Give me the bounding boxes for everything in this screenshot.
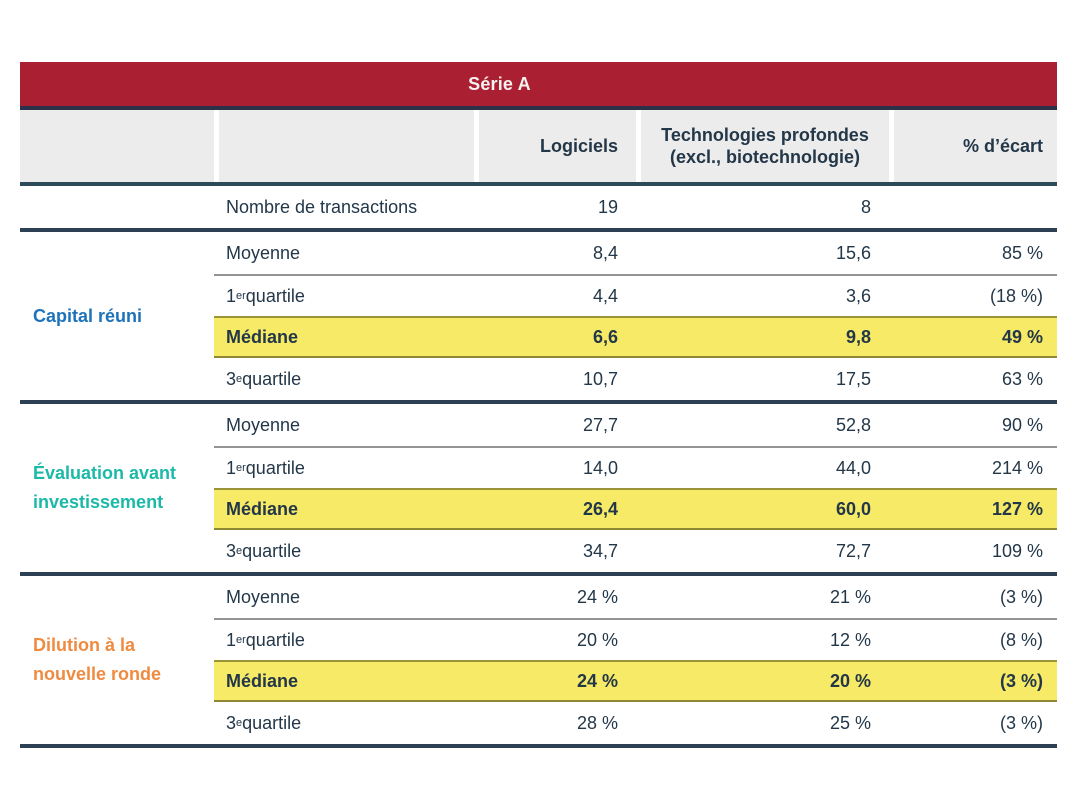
- value-deeptech: 17,5: [835, 368, 871, 389]
- value-gap: 90 %: [1001, 414, 1043, 435]
- value-deeptech: 12 %: [636, 618, 889, 660]
- value-software: 27,7: [582, 414, 618, 435]
- stat-label: Moyenne: [226, 586, 301, 607]
- value-gap: (18 %): [889, 274, 1057, 316]
- stat-label: 3 e quartile: [226, 540, 302, 561]
- value-deeptech: 8: [860, 196, 871, 217]
- table-title-bar: [20, 62, 1057, 110]
- value-software: 6,6: [474, 316, 636, 358]
- value-software: 4,4: [474, 274, 636, 316]
- stat-label: Nombre de transactions: [226, 196, 418, 217]
- value-software: 24 %: [576, 586, 618, 607]
- column-header-ecart: % d’écart: [889, 110, 1057, 182]
- column-header-row: [20, 110, 1057, 186]
- group-capital-reuni: [20, 228, 1057, 400]
- column-header-deeptech-line2: (excl., biotechnologie): [669, 147, 861, 167]
- value-gap: 85 %: [1001, 242, 1043, 263]
- group-evaluation-avant-investissement: [20, 400, 1057, 572]
- value-deeptech: 25 %: [829, 712, 871, 733]
- column-header-deeptech: [636, 110, 889, 182]
- value-deeptech: 52,8: [835, 414, 871, 435]
- column-header-deeptech-line1: Technologies profondes: [661, 124, 869, 145]
- value-deeptech: 3,6: [636, 274, 889, 316]
- column-header-empty-stat: [214, 110, 474, 182]
- stat-label: 1 er quartile: [214, 274, 474, 316]
- value-gap: (3 %): [999, 712, 1043, 733]
- table-title: Série A: [468, 73, 531, 94]
- column-header-logiciels: Logiciels: [474, 110, 636, 182]
- value-gap: (3 %): [889, 660, 1057, 702]
- stat-label-median-highlight: Médiane: [214, 660, 474, 702]
- stat-label: 3 e quartile: [226, 712, 302, 733]
- value-software: 14,0: [474, 446, 636, 488]
- group-dilution-nouvelle-ronde: [20, 572, 1057, 744]
- value-software: 8,4: [592, 242, 618, 263]
- group-label-evaluation: [20, 404, 214, 572]
- value-software: 20 %: [474, 618, 636, 660]
- value-software: 34,7: [582, 540, 618, 561]
- group-label-capital-reuni: [20, 232, 214, 400]
- value-gap: [889, 186, 1057, 228]
- value-gap: 214 %: [889, 446, 1057, 488]
- stat-label: Moyenne: [226, 242, 301, 263]
- value-gap: 49 %: [889, 316, 1057, 358]
- value-deeptech: 60,0: [636, 488, 889, 530]
- value-gap: 63 %: [1001, 368, 1043, 389]
- group-label-line2: nouvelle ronde: [33, 664, 162, 684]
- value-deeptech: 15,6: [835, 242, 871, 263]
- value-software: 28 %: [576, 712, 618, 733]
- value-deeptech: 21 %: [829, 586, 871, 607]
- group-label-line1: Dilution à la: [33, 635, 136, 656]
- value-software: 10,7: [582, 368, 618, 389]
- value-deeptech: 72,7: [835, 540, 871, 561]
- stat-label: Moyenne: [226, 414, 301, 435]
- value-software: 19: [597, 196, 618, 217]
- value-deeptech: 20 %: [636, 660, 889, 702]
- count-row-group-spacer: [20, 186, 214, 228]
- group-label-line1: Évaluation avant: [33, 463, 177, 484]
- value-gap: (8 %): [889, 618, 1057, 660]
- value-deeptech: 9,8: [636, 316, 889, 358]
- value-gap: 109 %: [991, 540, 1043, 561]
- value-software: 24 %: [474, 660, 636, 702]
- stat-label-median-highlight: Médiane: [214, 316, 474, 358]
- column-header-empty-group: [20, 110, 214, 182]
- series-a-table: [20, 62, 1057, 748]
- group-label-line1: Capital réuni: [33, 305, 143, 326]
- value-deeptech: 44,0: [636, 446, 889, 488]
- group-label-dilution: [20, 576, 214, 744]
- stat-label-median-highlight: Médiane: [214, 488, 474, 530]
- stat-label: 1 er quartile: [214, 618, 474, 660]
- value-gap: 127 %: [889, 488, 1057, 530]
- value-gap: (3 %): [999, 586, 1043, 607]
- group-label-line2: investissement: [33, 492, 164, 512]
- count-row: [20, 186, 1057, 228]
- stat-label: 3 e quartile: [226, 368, 302, 389]
- value-software: 26,4: [474, 488, 636, 530]
- stat-label: 1 er quartile: [214, 446, 474, 488]
